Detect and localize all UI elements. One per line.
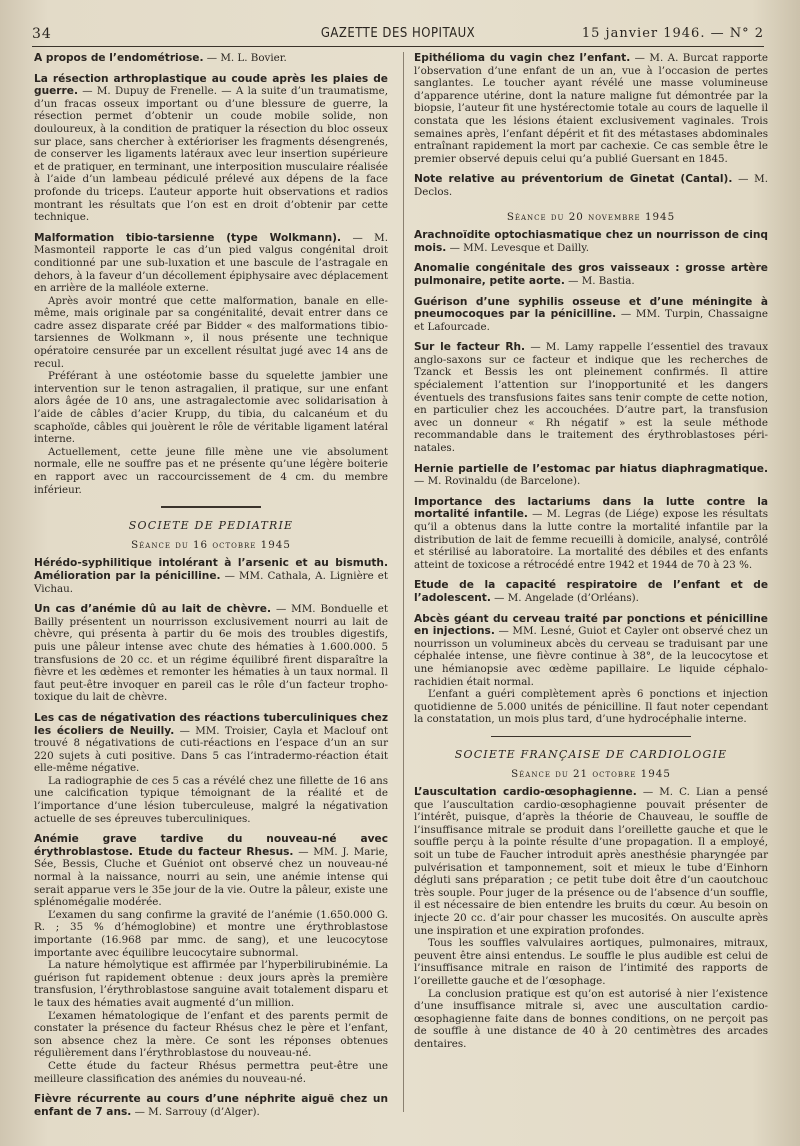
article-title: Abcès géant du cerveau traité par ponctions et pénicilline en injections.: [414, 612, 768, 638]
article-paragraph: Tous les souffles valvulaires aortiques, pulmonaires, mitraux, peuvent être ainsi entendus. Le souffle le plus audible est celui de l’insuffisance mitrale en raison de l’intimité des rapports de l’oreillette gauche et de l’œsophage.: [414, 937, 768, 987]
society-heading-pediatrie: [34, 520, 388, 551]
session-date: Séance du 21 octobre 1945: [511, 767, 671, 780]
article-endometriose: [34, 52, 388, 65]
section-separator: [161, 506, 261, 508]
article-author: — M. Bastia.: [568, 274, 635, 287]
article-body: — M. Dupuy de Frenelle. — A la suite d’un traumatisme, d’un fracas osseux important ou d’une blessure de guerre, la résection permet d’obtenir un coude mobile solide, non douloureux, à la condition de pratiquer la résection du bloc osseux sur place, sans chercher à extérioriser les fragments désengrenés, de conserver les ligaments latéraux avec leur insertion supérieure et de pratiquer, en terminant, une interposition musculaire réalisée à l’aide d’un lambeau pédiculé prélevé aux dépens de la face profonde du triceps. L’auteur apporte huit observations et radios montrant les résultats que l’on est en droit d’obtenir par cette technique.: [34, 85, 389, 224]
article-title: Anomalie congénitale des gros vaisseaux : grosse artère pulmonaire, petite aorte.: [414, 262, 768, 287]
session-date: Séance du 20 novembre 1945: [506, 210, 676, 223]
article-paragraph: La radiographie de ces 5 cas a révélé chez une fillette de 16 ans une calcification typique témoignant de la réalité et de l’importance d’une lésion tuberculeuse, malgré la négativation actuelle de ses épreuves tuberculiniques.: [34, 774, 388, 825]
article-syphilis-osseuse: [414, 296, 768, 334]
article-capacite-respiratoire: [414, 579, 768, 604]
page-number: 34: [32, 26, 52, 42]
session-heading-20-novembre: [414, 211, 768, 224]
article-paragraph: — M. Masmonteil rapporte le cas d’un pied valgus congénital droit conditionné par une sub-luxation et une bascule de l’astragale en dehors, à la faveur d’un décollement épiphysaire avec déplacement en arrière de la malléole externe.: [34, 231, 389, 295]
article-title: La résection arthroplastique au coude après les plaies de guerre.: [34, 72, 388, 98]
section-separator: [491, 736, 691, 737]
article-title: Arachnoïdite optochiasmatique chez un nourrisson de cinq mois.: [414, 229, 768, 254]
article-preventorium-ginetat: [414, 173, 768, 198]
article-malformation-tibio-tarsienne: [34, 232, 388, 496]
article-body: — M. Legras (de Liége) expose les résultats qu’il a obtenus dans la lutte contre la mortalité infantile par la distribution de lait de femme recueilli à domicile, analysé, contrôlé et stérilisé au laboratoire. La mortalité des débiles et des enfants atteint de toxicose a rétrocédé entre 1942 et 1944 de 70 à 23 %.: [414, 508, 769, 571]
article-title: Hernie partielle de l’estomac par hiatus diaphragmatique.: [414, 462, 768, 475]
running-header: [32, 24, 764, 44]
article-lactariums: [414, 496, 768, 572]
issue-date: 15 janvier 1946. — N° 2: [581, 26, 764, 41]
article-paragraph: La nature hémolytique est affirmée par l’hyperbilirubinémie. La guérison fut rapidement obtenue : deux jours après la première transfusion, l’érythroblastose sanguine avait totalement disparu et le taux des hématies avait augmenté d’un million.: [34, 959, 388, 1009]
article-author: — M. Rovinaldu (de Barcelone).: [414, 475, 581, 488]
article-author: — M. Declos.: [414, 173, 768, 198]
article-author: — M. Sarrouy (d’Alger).: [134, 1105, 260, 1118]
header-rule: [32, 46, 764, 47]
article-body: — M. A. Burcat rapporte l’observation d’une enfant de un an, vue à l’occasion de pertes sanglantes. Le toucher ayant révélé une masse volumineuse d’apparence utérine, dont la nature maligne fut démontrée par la biopsie, l’auteur fit une hystérectomie totale au cours de laquelle il constata que les lésions étaient exclusivement vaginales. Trois semaines après, l’enfant dépérit et fit des métastases abdominales entraînant rapidement la mort par cachexie. Ce cas semble être le premier observé depuis celui qu’a publié Guersant en 1845.: [414, 52, 768, 165]
article-facteur-rh: [414, 341, 768, 454]
article-title: Note relative au préventorium de Ginetat (Cantal).: [414, 173, 733, 186]
article-arachnoidite: [414, 229, 768, 254]
article-paragraph: L’examen du sang confirme la gravité de l’anémie (1.650.000 G. R. ; 35 % d’hémoglobine) et montre une érythroblastose importante (16.968 par mmc. de sang), et une leucocytose importante avec équilibre leucocytaire subnormal.: [34, 908, 388, 959]
article-paragraph: Actuellement, cette jeune fille mène une vie absolument normale, elle ne souffre pas et ne présente qu’une légère boiterie en rapport avec un raccourcissement de 4 cm. du membre inférieur.: [34, 445, 388, 496]
article-title: Anémie grave tardive du nouveau-né avec érythroblastose. Etude du facteur Rhesus.: [34, 833, 388, 858]
article-paragraph: Préférant à une ostéotomie basse du squelette jambier une intervention sur le tenon astragalien, il pratique, sur une enfant alors âgée de 10 ans, une astragalectomie avec solidarisation à l’aide de câbles d’acier Krupp, du tibia, du calcanéum et du scaphoïde, câbles qui jouèrent le rôle de véritable ligament latéral interne.: [34, 370, 388, 446]
session-date: Séance du 16 octobre 1945: [131, 538, 291, 551]
article-body: — MM. Bonduelle et Bailly présentent un nourrisson exclusivement nourri au lait de chèvre, qui présenta à partir du 6e mois des troubles digestifs, puis une pâleur intense avec chute des hématies à 1.600.000. 5 transfusions de 20 cc. et un régime équilibré firent disparaître la fièvre et les œdèmes et remonter les hématies à un taux normal. Il faut peut-être invoquer en pareil cas le rôle d’un facteur tropho-toxique du lait de chèvre.: [34, 603, 388, 704]
article-author: — MM. Cathala, A. Lignière et Vichau.: [34, 569, 388, 595]
article-title: Hérédo-syphilitique intolérant à l’arsenic et au bismuth. Amélioration par la pénicilline.: [34, 557, 388, 582]
article-author: — MM. Levesque et Dailly.: [449, 241, 589, 254]
article-title: Epithélioma du vagin chez l’enfant.: [414, 52, 631, 64]
article-paragraph: — MM. Lesné, Guiot et Cayler ont observé chez un nourrisson un volumineux abcès du cerveau se traduisant par une céphalée intense, une fièvre continue à 38°, de la leucocytose et une hémianopsie avec œdème papillaire. Le liquide céphalo-rachidien était normal.: [414, 625, 769, 688]
article-anomalie-vaisseaux: [414, 262, 768, 287]
left-column: [34, 52, 388, 1126]
article-paragraph: La conclusion pratique est qu’on est autorisé à nier l’existence d’une insuffisance mitrale si, avec une auscultation cardio-œsophagienne faite dans de bonnes conditions, on ne perçoit pas de souffle à une distance de 40 à 20 centimètres des arcades dentaires.: [414, 987, 768, 1050]
right-column: [414, 52, 768, 1059]
article-author: — M. L. Bovier.: [206, 52, 287, 64]
article-anemie-lait-chevre: [34, 603, 388, 704]
article-title: Etude de la capacité respiratoire de l’enfant et de l’adolescent.: [414, 579, 768, 604]
article-title: Fièvre récurrente au cours d’une néphrite aiguë chez un enfant de 7 ans.: [34, 1093, 388, 1118]
article-title: L’auscultation cardio-œsophagienne.: [414, 786, 637, 799]
article-title: Importance des lactariums dans la lutte contre la mortalité infantile.: [414, 495, 768, 521]
article-paragraph: Après avoir montré que cette malformation, banale en elle-même, mais originale par sa congénitalité, devait entrer dans ce cadre assez disparate créé par Bidder « des malformations tibio-tarsiennes de Wolkmann », il nous présente une technique opératoire censurée par un excellent résultat jugé avec 14 ans de recul.: [34, 294, 388, 370]
article-title: Guérison d’une syphilis osseuse et d’une méningite à pneumocoques par la pénicilline.: [414, 295, 768, 321]
society-name: SOCIETE DE PEDIATRIE: [128, 519, 294, 533]
article-fievre-recurrente: [34, 1093, 388, 1118]
article-author: — MM. Turpin, Chassaigne et Lafourcade.: [414, 308, 768, 333]
article-author: — M. Angelade (d’Orléans).: [494, 591, 639, 604]
article-paragraph: — MM. Troisier, Cayla et Maclouf ont trouvé 8 négativations de cuti-réactions en l’espace d’un an sur 220 sujets à cuti positive. Dans 5 cas l’intradermo-réaction était elle-même négative.: [34, 724, 388, 775]
column-divider: [403, 52, 404, 1112]
article-anemie-rhesus: [34, 833, 388, 1085]
article-title: Les cas de négativation des réactions tuberculiniques chez les écoliers de Neuilly.: [34, 711, 388, 737]
article-hernie-estomac: [414, 463, 768, 488]
article-title: A propos de l’endométriose.: [34, 52, 204, 64]
article-resection-coude: [34, 73, 388, 224]
article-title: Un cas d’anémie dû au lait de chèvre.: [34, 603, 271, 616]
article-epithelioma-vagin: [414, 52, 768, 165]
article-heredo-syphilitique: [34, 557, 388, 595]
article-abces-cerveau: [414, 613, 768, 726]
article-paragraph: L’examen hématologique de l’enfant et des parents permit de constater la présence du facteur Rhésus chez le père et l’enfant, son absence chez la mère. Ce sont les réponses obtenues régulièrement dans l’érythroblastose du nouveau-né.: [34, 1009, 388, 1060]
society-heading-cardiologie: [414, 749, 768, 780]
article-title: Sur le facteur Rh.: [414, 341, 526, 354]
article-paragraph: Cette étude du facteur Rhésus permettra peut-être une meilleure classification des anémies du nouveau-né.: [34, 1059, 388, 1085]
article-paragraph: L’enfant a guéri complètement après 6 ponctions et injection quotidienne de 5.000 unités de pénicilline. Il faut noter cependant la constatation, un mois plus tard, d’une hydrocéphalie interne.: [414, 688, 768, 726]
article-paragraph: — M. C. Lian a pensé que l’auscultation cardio-œsophagienne pouvait présenter de l’intérêt, puisque, d’après la théorie de Chauveau, le souffle de l’insuffisance mitrale se produit dans l’oreillette gauche et que le souffle perçu à la pointe résulte d’une propagation. Il a employé, soit un tube de Faucher introduit après anesthésie pharyngée par pulvérisation et tamponnement, soit et mieux le tube d’Einhorn dégluti sans préparation ; ce petit tube doit être d’un caoutchouc très souple. Pour juger de la présence ou de l’absence d’un souffle, il est nécessaire de bien entendre les bruits du cœur. Au besoin on injecte 20 cc. d’air pour chasser les mucosités. On ausculte après une inspiration et une expiration profondes.: [414, 786, 768, 937]
journal-title: GAZETTE DES HOPITAUX: [320, 26, 476, 41]
article-title: Malformation tibio-tarsienne (type Wolkmann).: [34, 231, 342, 244]
society-name: SOCIETE FRANÇAISE DE CARDIOLOGIE: [454, 747, 728, 761]
article-paragraph: — MM. J. Marie, Sée, Bessis, Cluche et Guéniot ont observé chez un nouveau-né normal à la naissance, nourri au sein, une anémie intense qui serait apparue vers le 35e jour de la vie. Outre la pâleur, existe une splénomégalie modérée.: [34, 845, 388, 909]
article-auscultation-oesophagienne: [414, 786, 768, 1050]
article-body: — M. Lamy rappelle l’essentiel des travaux anglo-saxons sur ce facteur et indique que les recherches de Tzanck et Bessis les ont pleinement confirmés. Il attire spécialement l’attention sur l’inopportunité et les dangers éventuels des transfusions faites sans tenir compte de cette notion, en particulier chez les accouchées. D’autre part, la transfusion avec un donneur « Rh négatif » est la seule méthode recommandable dans le traitement des érythroblastoses péri-natales.: [414, 341, 768, 455]
article-negativation-tuberculiniques: [34, 712, 388, 825]
